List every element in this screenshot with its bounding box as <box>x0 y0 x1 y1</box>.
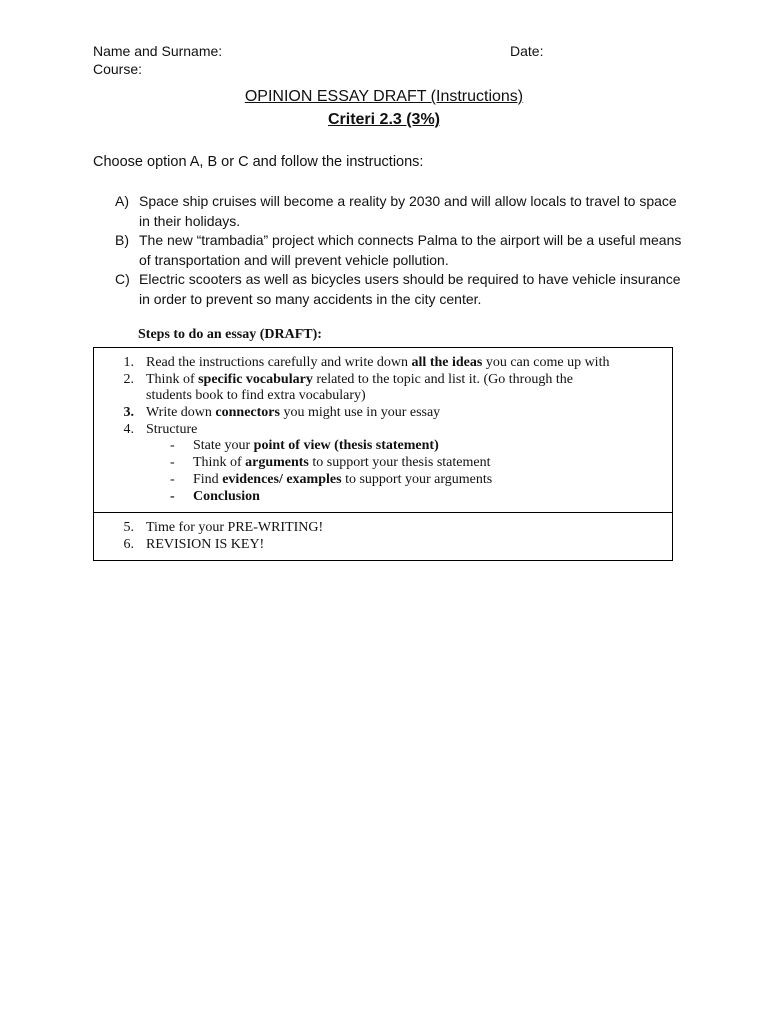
steps-heading: Steps to do an essay (DRAFT): <box>138 327 322 342</box>
option-a <box>115 192 685 231</box>
option-text: Electric scooters as well as bicycles users should be required to have vehicle insurance in order to prevent so many accidents in the city center. <box>139 271 681 307</box>
step-text: Structure <box>146 422 198 437</box>
step-number: 6. <box>123 537 134 552</box>
sub-step-text: State your point of view (thesis statement) <box>193 438 439 453</box>
page-title: OPINION ESSAY DRAFT (Instructions) <box>244 88 524 105</box>
step-text: REVISION IS KEY! <box>146 537 265 552</box>
sub-step-text: Think of arguments to support your thesis statement <box>193 455 491 470</box>
page-subtitle: Criteri 2.3 (3%) <box>327 111 441 128</box>
step-number: 5. <box>123 520 134 535</box>
course-label: Course: <box>93 61 143 77</box>
steps-box <box>93 347 673 561</box>
bullet-dash: - <box>170 438 175 453</box>
option-label: A) <box>115 193 129 209</box>
name-surname-label: Name and Surname: <box>93 43 223 59</box>
step-text: Read the instructions carefully and write down all the ideas you can come up with <box>146 355 610 370</box>
bullet-dash: - <box>170 455 175 470</box>
step-text: Time for your PRE-WRITING! <box>146 520 324 535</box>
step-text: students book to find extra vocabulary) <box>146 388 366 403</box>
option-label: B) <box>115 232 129 248</box>
step-number: 4. <box>123 422 134 437</box>
bullet-dash: - <box>170 489 175 504</box>
step-text: Write down connectors you might use in your essay <box>146 405 441 420</box>
box-divider <box>94 512 672 513</box>
sub-step-text: Find evidences/ examples to support your arguments <box>193 472 493 487</box>
option-b <box>115 231 685 270</box>
intro-text: Choose option A, B or C and follow the instructions: <box>93 154 424 170</box>
step-number: 2. <box>123 372 134 387</box>
option-c <box>115 270 685 309</box>
bullet-dash: - <box>170 472 175 487</box>
step-number: 1. <box>123 355 134 370</box>
date-label: Date: <box>510 43 544 59</box>
sub-step-text: Conclusion <box>193 489 260 504</box>
step-number: 3. <box>123 405 134 420</box>
step-text: Think of specific vocabulary related to the topic and list it. (Go through the <box>146 372 573 387</box>
option-text: The new “trambadia” project which connects Palma to the airport will be a useful means of transportation and will prevent vehicle pollution. <box>139 232 682 268</box>
option-text: Space ship cruises will become a reality by 2030 and will allow locals to travel to space in their holidays. <box>139 193 677 229</box>
option-label: C) <box>115 271 130 287</box>
